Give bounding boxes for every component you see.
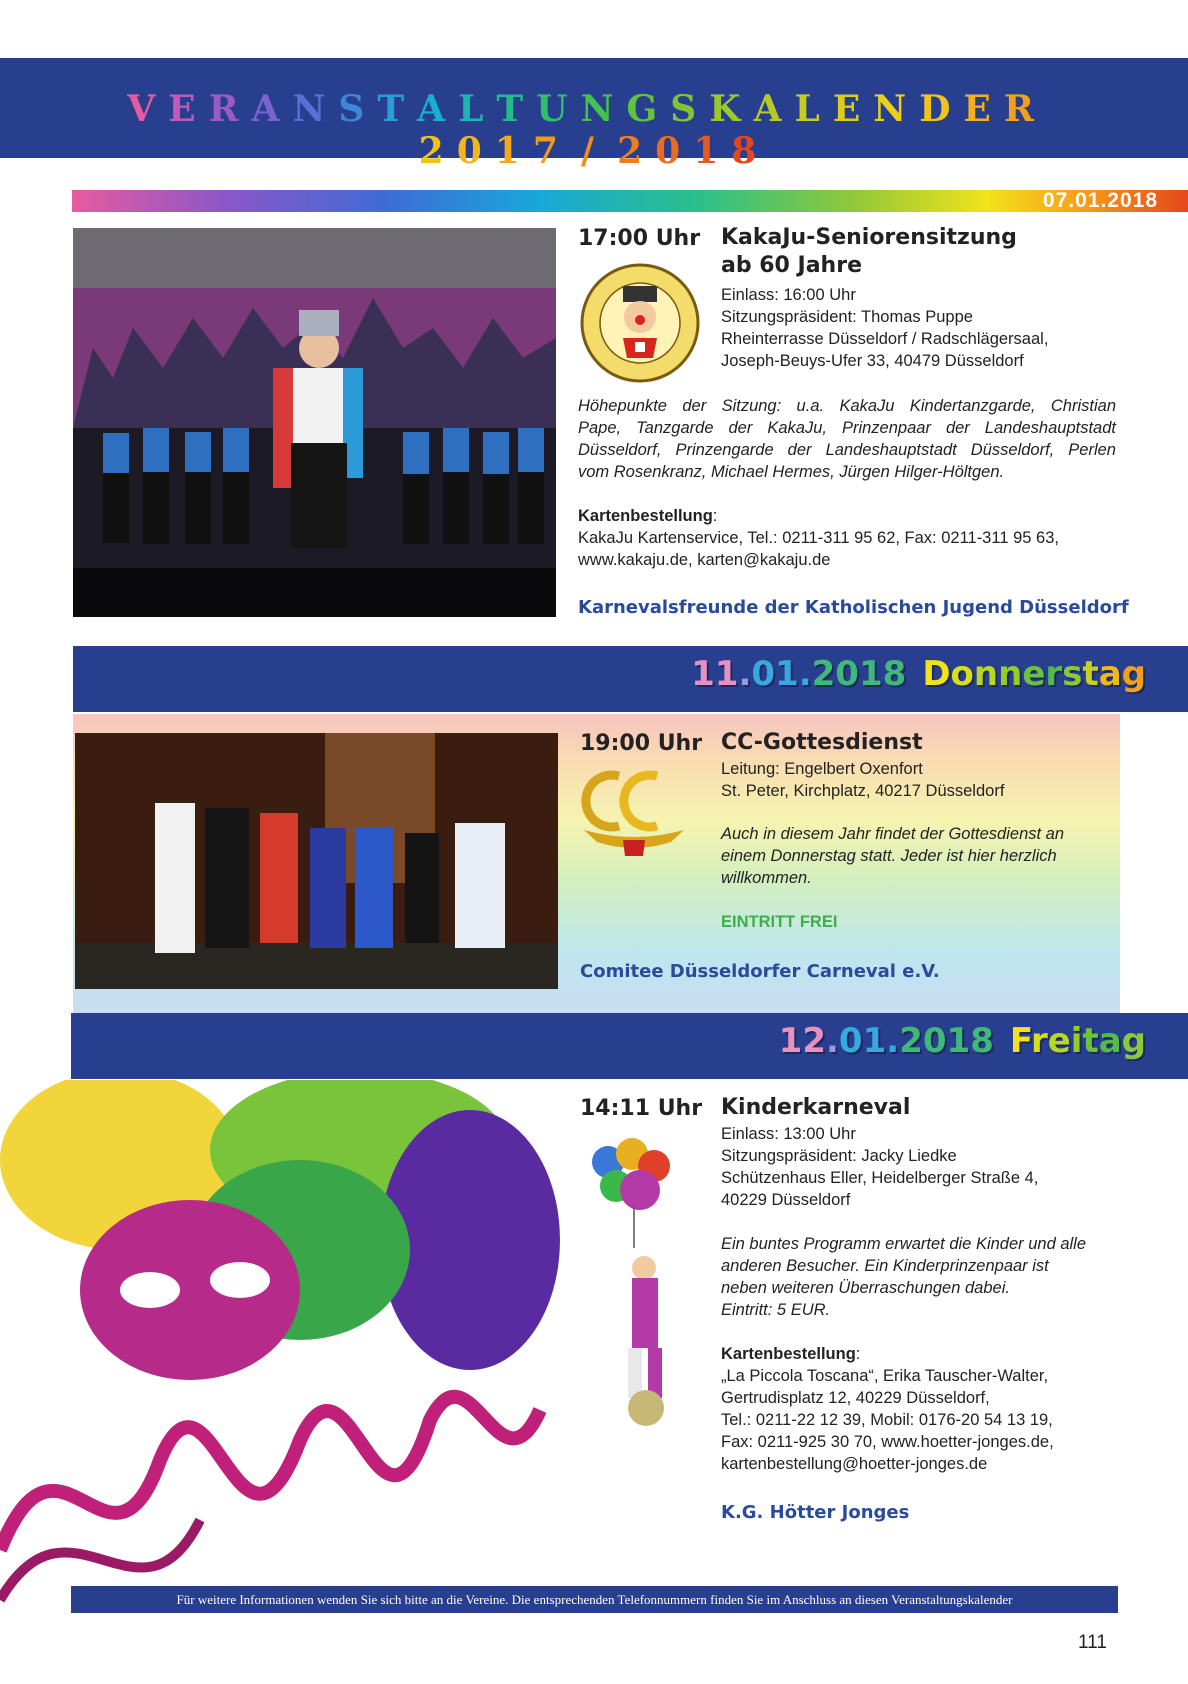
title-letter: E: [832, 88, 874, 130]
event-description: Auch in diesem Jahr findet der Gottesdienst an einem Donnerstag statt. Jeder ist hier herzlich willkommen.: [721, 825, 1065, 887]
title-letter: s: [1062, 654, 1083, 694]
title-letter: N: [292, 88, 339, 130]
mask-feathers-illustration: [0, 1080, 590, 1640]
title-letter: 2: [617, 130, 656, 172]
title-letter: 0: [751, 654, 776, 694]
title-letter: A: [417, 88, 459, 130]
event-title: Kinderkarneval: [721, 1095, 911, 1120]
title-letter: i: [1070, 1021, 1083, 1061]
page-title-word: [127, 88, 1047, 130]
event-date: 07.01.2018: [1042, 189, 1158, 212]
title-letter: 1: [778, 1021, 803, 1061]
date-bar: [73, 646, 1188, 712]
kakaju-seal-logo: [579, 262, 701, 384]
title-letter: n: [998, 654, 1023, 694]
title-letter: A: [251, 88, 293, 130]
page-number: 111: [1078, 1632, 1107, 1653]
event-photo-church: [75, 733, 558, 989]
title-letter: 1: [494, 130, 533, 172]
event-title-line: KakaJu-Seniorensitzung: [721, 225, 1017, 250]
event-time: 14:11 Uhr: [580, 1096, 703, 1121]
event-info: Einlass: 16:00 Uhr Sitzungspräsident: Thomas Puppe Rheinterrasse Düsseldorf / Radschlägersaal, Joseph-Beuys-Ufer 33, 40479 Düsseldorf: [721, 286, 1049, 370]
title-letter: .: [886, 1021, 900, 1061]
seal-lettering: [580, 264, 700, 274]
title-letter: 1: [946, 1021, 971, 1061]
event-time: 19:00 Uhr: [580, 731, 703, 756]
title-letter: r: [1030, 1021, 1048, 1061]
event-date-number: [691, 654, 906, 694]
title-letter: o: [950, 654, 974, 694]
title-letter: 2: [418, 130, 457, 172]
event-time: 17:00 Uhr: [578, 226, 701, 251]
title-letter: 0: [655, 130, 694, 172]
cc-logo: [579, 768, 689, 860]
title-letter: .: [798, 654, 812, 694]
title-letter: 8: [970, 1021, 994, 1061]
event-organizer: Karnevalsfreunde der Katholischen Jugend Düsseldorf: [578, 597, 1129, 618]
title-letter: D: [922, 654, 951, 694]
event-organizer: Comitee Düsseldorfer Carneval e.V.: [580, 961, 940, 982]
event-title-line: ab 60 Jahre: [721, 253, 862, 278]
title-letter: g: [1121, 654, 1146, 694]
title-letter: g: [1121, 1021, 1146, 1061]
title-letter: F: [1009, 1021, 1031, 1061]
footer-note: Für weitere Informationen wenden Sie sich bitte an die Vereine. Die entsprechenden Telefonnummern finden Sie im Anschluss an diesen Veranstaltungskalender: [71, 1586, 1118, 1613]
cc-emblem-icon: [579, 768, 689, 860]
title-letter: 0: [922, 1021, 947, 1061]
tickets-label: Kartenbestellung: [721, 1345, 856, 1363]
stage-scene-illustration: [73, 228, 556, 617]
event-organizer: K.G. Hötter Jonges: [721, 1502, 910, 1523]
title-letter: T: [377, 88, 418, 130]
title-letter: D: [919, 88, 964, 130]
church-scene-illustration: [75, 733, 558, 989]
date-bar: [71, 1013, 1188, 1079]
title-letter: e: [1022, 654, 1046, 694]
title-letter: 2: [802, 1021, 826, 1061]
title-letter: S: [670, 88, 710, 130]
balloon-jester-illustration: [582, 1138, 686, 1428]
title-letter: t: [1082, 1021, 1099, 1061]
page-header-banner: [0, 58, 1188, 172]
date-strip-rainbow: [72, 190, 1188, 212]
title-letter: 0: [838, 1021, 863, 1061]
title-letter: S: [338, 88, 378, 130]
title-letter: V: [127, 88, 169, 130]
title-letter: 1: [858, 654, 883, 694]
title-letter: 1: [775, 654, 799, 694]
title-letter: T: [496, 88, 537, 130]
title-letter: 1: [691, 654, 715, 694]
event-highlights: Höhepunkte der Sitzung: u.a. KakaJu Kindertanzgarde, Christian Pape, Tanzgarde der KakaJu, Prinzenpaar der Landeshauptstadt Düsseldorf, Prinzengarde der Landeshauptstadt Düsseldorf, Perlen vom Rosenkranz, Michael Hermes, Jürgen Hilger-Höltgen.: [578, 397, 1116, 481]
title-letter: 1: [693, 130, 732, 172]
title-letter: 0: [835, 654, 859, 694]
event-date: [691, 654, 1146, 694]
title-letter: K: [709, 88, 754, 130]
title-letter: n: [973, 654, 999, 694]
title-letter: A: [753, 88, 795, 130]
title-letter: 7: [532, 130, 571, 172]
title-letter: a: [1098, 654, 1122, 694]
event-tickets: Kartenbestellung: KakaJu Kartenservice, Tel.: 0211-311 95 62, Fax: 0211-311 95 63, www.kakaju.de, karten@kakaju.de: [578, 507, 1059, 569]
title-letter: 1: [714, 654, 739, 694]
title-letter: 1: [862, 1021, 887, 1061]
event-title: CC-Gottesdienst: [721, 730, 923, 755]
event-photo-stage: [73, 228, 556, 617]
carnival-mask-decoration: [0, 1080, 590, 1640]
title-letter: R: [208, 88, 252, 130]
page-title: [0, 88, 1188, 172]
title-letter: .: [826, 1021, 839, 1061]
event-tickets: Kartenbestellung: „La Piccola Toscana“, Erika Tauscher-Walter, Gertrudisplatz 12, 40229 Düsseldorf, Tel.: 0211-22 12 39, Mobil: 0176-20 54 13 19, Fax: 0211-925 30 70, www.hoetter-jonges.de, kartenbestellung@hoetter-jonges.de: [721, 1345, 1054, 1473]
page-title-years: [419, 130, 770, 172]
title-letter: /: [580, 130, 608, 172]
title-letter: 8: [882, 654, 907, 694]
event-info: Einlass: 13:00 Uhr Sitzungspräsident: Jacky Liedke Schützenhaus Eller, Heidelberger Straße 4, 40229 Düsseldorf: [721, 1125, 1039, 1209]
title-letter: 2: [899, 1021, 923, 1061]
title-letter: R: [1003, 88, 1047, 130]
event-info: Leitung: Engelbert Oxenfort St. Peter, Kirchplatz, 40217 Düsseldorf: [721, 760, 1005, 800]
title-letter: 0: [456, 130, 495, 172]
title-letter: r: [1045, 654, 1063, 694]
title-letter: E: [963, 88, 1004, 130]
title-letter: t: [1082, 654, 1099, 694]
title-letter: 8: [731, 130, 770, 172]
event-title: [721, 224, 1017, 280]
title-letter: N: [873, 88, 920, 130]
balloon-jester-icon: [582, 1138, 686, 1428]
entry-free-label: EINTRITT FREI: [721, 913, 838, 931]
event-date-number: [779, 1021, 994, 1061]
event-date-weekday: [1010, 1021, 1146, 1061]
title-letter: L: [794, 88, 833, 130]
seal-icon: [579, 262, 701, 384]
title-letter: G: [626, 88, 671, 130]
event-description: Ein buntes Programm erwartet die Kinder und alle anderen Besucher. Ein Kinderprinzenpaar ist neben weiteren Überraschungen dabei. Eintritt: 5 EUR.: [721, 1235, 1087, 1319]
event-date-weekday: [922, 654, 1146, 694]
title-letter: E: [168, 88, 209, 130]
tickets-label: Kartenbestellung: [578, 507, 713, 525]
title-letter: U: [536, 88, 581, 130]
event-date: [779, 1021, 1146, 1061]
title-letter: e: [1047, 1021, 1071, 1061]
title-letter: 2: [811, 654, 836, 694]
title-letter: .: [738, 654, 752, 694]
title-letter: a: [1098, 1021, 1122, 1061]
title-letter: L: [458, 88, 497, 130]
title-letter: N: [580, 88, 627, 130]
